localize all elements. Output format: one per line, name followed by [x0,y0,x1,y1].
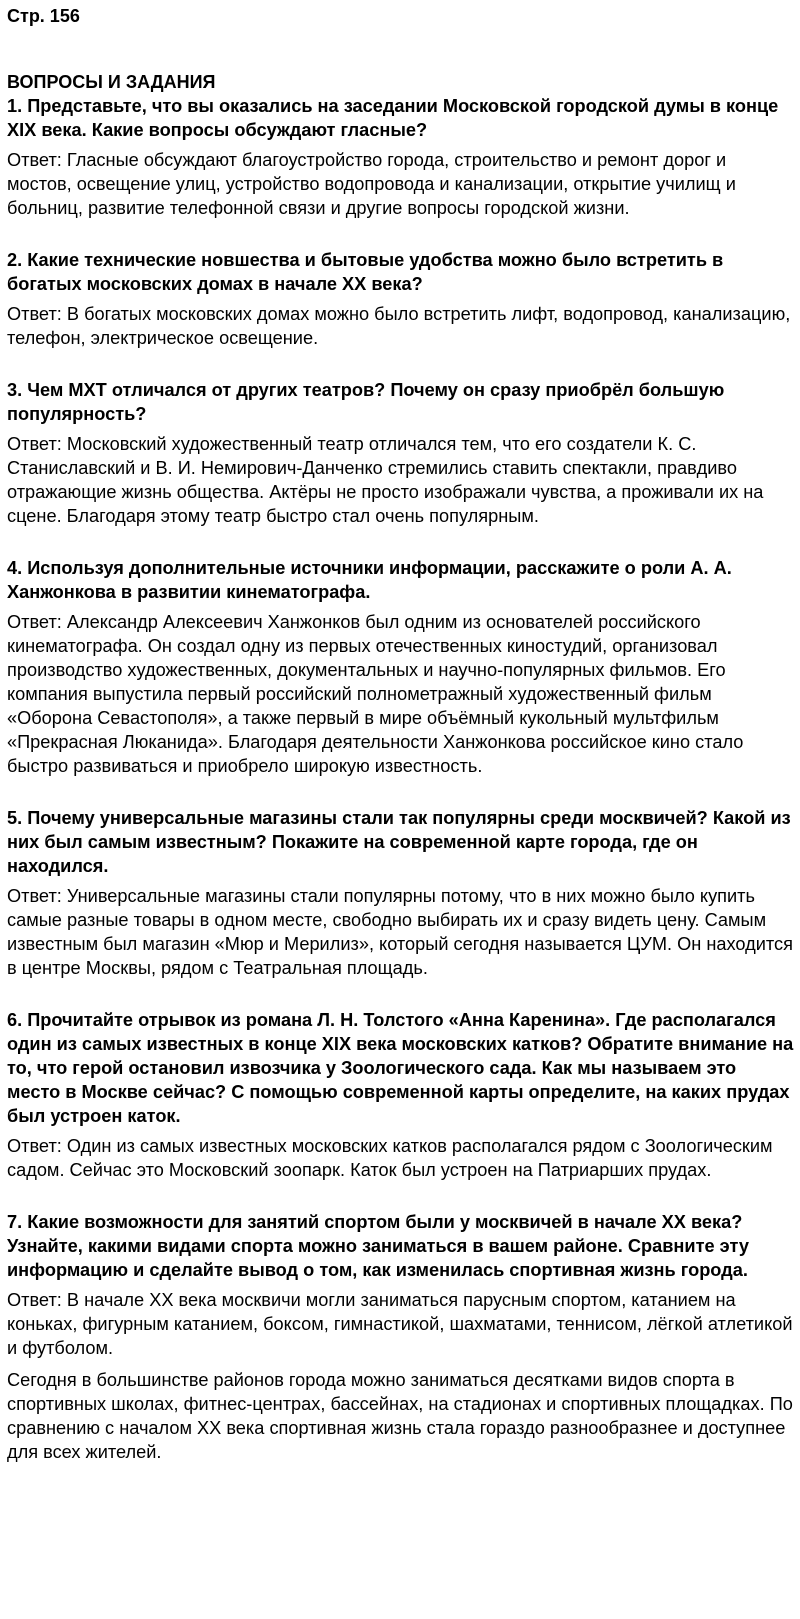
answer-text: Ответ: Универсальные магазины стали популярны потому, что в них можно было купить самые разные товары в одном месте, свободно выбирать их и сразу видеть цену. Самым известным был магазин «Мюр и Мерилиз», который сегодня называется ЦУМ. Он находится в центре Москвы, рядом с Театральная площадь. [7,886,793,978]
question-block [7,378,794,528]
answer-text: Ответ: Гласные обсуждают благоустройство города, строительство и ремонт дорог и мостов, освещение улиц, устройство водопровода и канализации, открытие училищ и больниц, развитие телефонной связи и другие вопросы городской жизни. [7,150,736,218]
question-text: 1. Представьте, что вы оказались на заседании Московской городской думы в конце XIX века. Какие вопросы обсуждают гласные? [7,96,779,140]
question-block [7,248,794,350]
question-text: 7. Какие возможности для занятий спортом были у москвичей в начале XX века? Узнайте, какими видами спорта можно заниматься в вашем районе. Сравните эту информацию и сделайте вывод о том, как изменилась спортивная жизнь города. [7,1212,749,1280]
section-title: ВОПРОСЫ И ЗАДАНИЯ [7,72,216,92]
answer-text: Сегодня в большинстве районов города можно заниматься десятками видов спорта в спортивных школах, фитнес-центрах, бассейнах, на стадионах и спортивных площадках. По сравнению с началом XX века спортивная жизнь стала гораздо разнообразнее и доступнее для всех жителей. [7,1370,793,1462]
answer-text: Ответ: Александр Алексеевич Ханжонков был одним из основателей российского кинематографа. Он создал одну из первых отечественных киностудий, организовал производство художественных, документальных и научно-популярных фильмов. Его компания выпустила первый российский полнометражный художественный фильм «Оборона Севастополя», а также первый в мире объёмный кукольный мультфильм «Прекрасная Люканида». Благодаря деятельности Ханжонкова российское кино стало быстро развиваться и приобрело широкую известность. [7,612,744,776]
questions-list [7,94,794,1464]
answer-text: Ответ: Московский художественный театр отличался тем, что его создатели К. С. Станиславский и В. И. Немирович-Данченко стремились ставить спектакли, правдиво отражающие жизнь общества. Актёры не просто изображали чувства, а проживали их на сцене. Благодаря этому театр быстро стал очень популярным. [7,434,764,526]
answer-text: Ответ: В богатых московских домах можно было встретить лифт, водопровод, канализацию, телефон, электрическое освещение. [7,304,791,348]
question-text: 4. Используя дополнительные источники информации, расскажите о роли А. А. Ханжонкова в развитии кинематографа. [7,558,732,602]
answer-text: Ответ: В начале XX века москвичи могли заниматься парусным спортом, катанием на коньках, фигурным катанием, боксом, гимнастикой, шахматами, теннисом, лёгкой атлетикой и футболом. [7,1290,793,1358]
question-text: 3. Чем МХТ отличался от других театров? Почему он сразу приобрёл большую популярность? [7,380,725,424]
answer-text: Ответ: Один из самых известных московских катков располагался рядом с Зоологическим садом. Сейчас это Московский зоопарк. Каток был устроен на Патриарших прудах. [7,1136,773,1180]
question-block [7,1210,794,1464]
question-block [7,1008,794,1182]
question-block [7,94,794,220]
question-text: 2. Какие технические новшества и бытовые удобства можно было встретить в богатых московских домах в начале XX века? [7,250,724,294]
question-text: 6. Прочитайте отрывок из романа Л. Н. Толстого «Анна Каренина». Где располагался один из самых известных в конце XIX века московских катков? Обратите внимание на то, что герой остановил извозчика у Зоологического сада. Как мы называем это место в Москве сейчас? С помощью современной карты определите, на каких прудах был устроен каток. [7,1010,794,1126]
page-number: Стр. 156 [7,6,80,26]
question-block [7,806,794,980]
question-block [7,556,794,778]
question-text: 5. Почему универсальные магазины стали так популярны среди москвичей? Какой из них был самым известным? Покажите на современной карте города, где он находился. [7,808,791,876]
